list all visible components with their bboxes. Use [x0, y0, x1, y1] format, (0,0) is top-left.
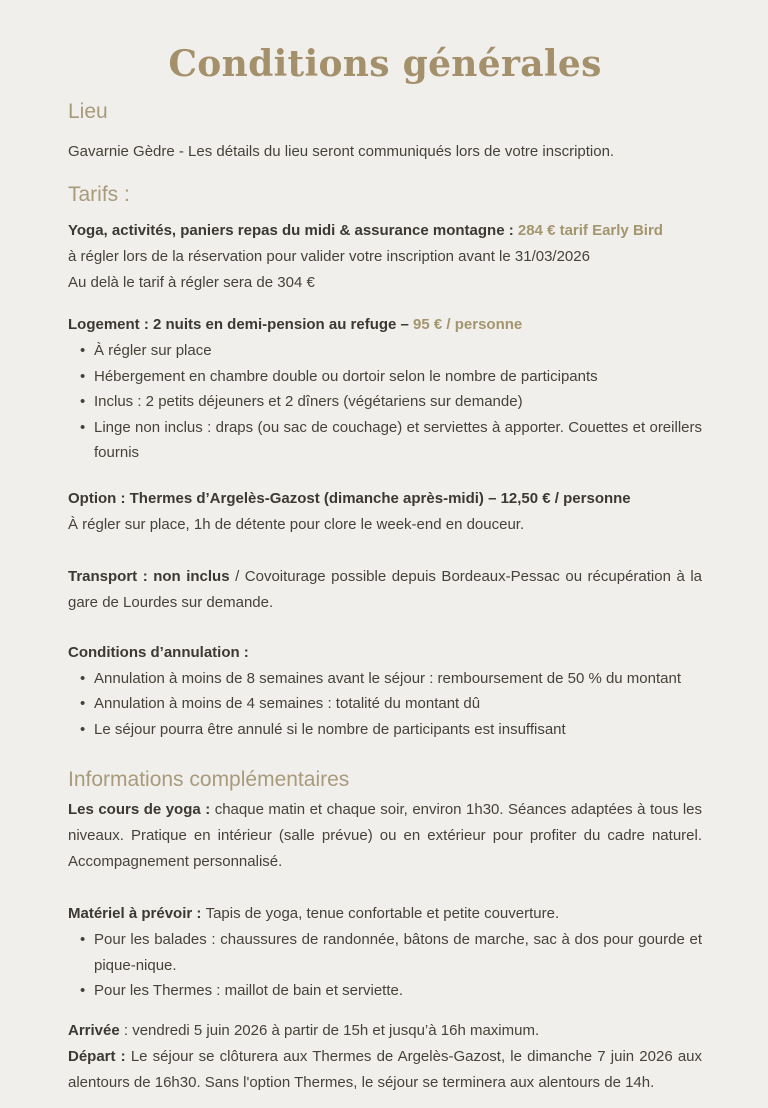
list-item: • Hébergement en chambre double ou dortoir selon le nombre de participants — [68, 364, 702, 390]
transport-lead: Transport : non inclus — [68, 567, 230, 585]
infos-materiel-block — [68, 901, 702, 1004]
tarifs-transport-block — [68, 564, 702, 616]
list-item: • Annulation à moins de 8 semaines avant le séjour : remboursement de 50 % du montant — [68, 666, 702, 692]
list-item: • À régler sur place — [68, 338, 702, 364]
logement-price: 95 € / personne — [413, 316, 523, 333]
arrivee-lead: Arrivée — [68, 1021, 120, 1039]
depart-rest: Le séjour se clôturera aux Thermes de Argelès-Gazost, le dimanche 7 juin 2026 aux alentours de 16h30. Sans l'option Thermes, le séjour se terminera aux alentours de 14h. — [68, 1047, 703, 1091]
tarifs-yoga-line1 — [68, 218, 702, 244]
materiel-rest: Tapis de yoga, tenue confortable et petite couverture. — [205, 905, 560, 922]
annulation-heading: Conditions d’annulation : — [68, 643, 249, 661]
arrivee-line — [68, 1018, 702, 1044]
infos-dates-block — [68, 1018, 702, 1096]
logement-line — [68, 312, 702, 338]
tarifs-option-block — [68, 486, 702, 538]
list-item: • Annulation à moins de 4 semaines : totalité du montant dû — [68, 691, 702, 717]
tarifs-logement-block — [68, 312, 702, 466]
cours-lead: Les cours de yoga : — [68, 801, 215, 818]
tarifs-yoga-price: 284 € tarif Early Bird — [517, 222, 663, 239]
tarifs-yoga-lead: Yoga, activités, paniers repas du midi & assurance montagne : — [68, 222, 518, 239]
depart-paragraph — [68, 1044, 702, 1096]
arrivee-rest: : vendredi 5 juin 2026 à partir de 15h et jusqu’à 16h maximum. — [119, 1021, 540, 1039]
materiel-bullet-list — [68, 927, 702, 1004]
depart-lead: Départ : — [68, 1047, 131, 1065]
option-detail: À régler sur place, 1h de détente pour clore le week-end en douceur. — [68, 515, 525, 533]
list-item: • Le séjour pourra être annulé si le nombre de participants est insuffisant — [68, 717, 702, 743]
logement-lead: Logement : 2 nuits en demi-pension au refuge – — [68, 316, 414, 333]
section-heading-lieu: Lieu — [68, 100, 108, 123]
section-heading-tarifs: Tarifs : — [68, 183, 130, 206]
lieu-body: Gavarnie Gèdre - Les détails du lieu seront communiqués lors de votre inscription. — [68, 143, 615, 160]
transport-rest: / Covoiturage possible depuis Bordeaux-Pessac ou récupération à la gare de Lourdes sur demande. — [68, 567, 702, 611]
logement-bullet-list — [68, 338, 702, 466]
cours-rest: chaque matin et chaque soir, environ 1h30. Séances adaptées à tous les niveaux. Pratique en intérieur (salle prévue) ou en extérieur pour profiter du cadre naturel. Accompagnement personnalisé. — [68, 801, 702, 870]
materiel-line — [68, 901, 702, 927]
section-heading-infos: Informations complémentaires — [68, 768, 350, 791]
list-item: • Pour les Thermes : maillot de bain et serviette. — [68, 978, 702, 1004]
tarifs-yoga-block — [68, 218, 702, 296]
option-line: Option : Thermes d’Argelès-Gazost (dimanche après-midi) – 12,50 € / personne — [68, 489, 631, 507]
page-title: Conditions générales — [168, 43, 602, 85]
annulation-bullet-list — [68, 666, 702, 743]
list-item: • Pour les balades : chaussures de randonnée, bâtons de marche, sac à dos pour gourde et pique-nique. — [68, 927, 702, 978]
list-item: • Linge non inclus : draps (ou sac de couchage) et serviettes à apporter. Couettes et oreillers fournis — [68, 415, 702, 466]
tarifs-yoga-line3: Au delà le tarif à régler sera de 304 € — [68, 274, 315, 291]
materiel-lead: Matériel à prévoir : — [68, 905, 206, 922]
list-item: • Inclus : 2 petits déjeuners et 2 dîners (végétariens sur demande) — [68, 389, 702, 415]
tarifs-yoga-line2: à régler lors de la réservation pour valider votre inscription avant le 31/03/2026 — [68, 248, 590, 265]
infos-cours-block — [68, 797, 702, 875]
tarifs-annulation-block — [68, 640, 702, 743]
